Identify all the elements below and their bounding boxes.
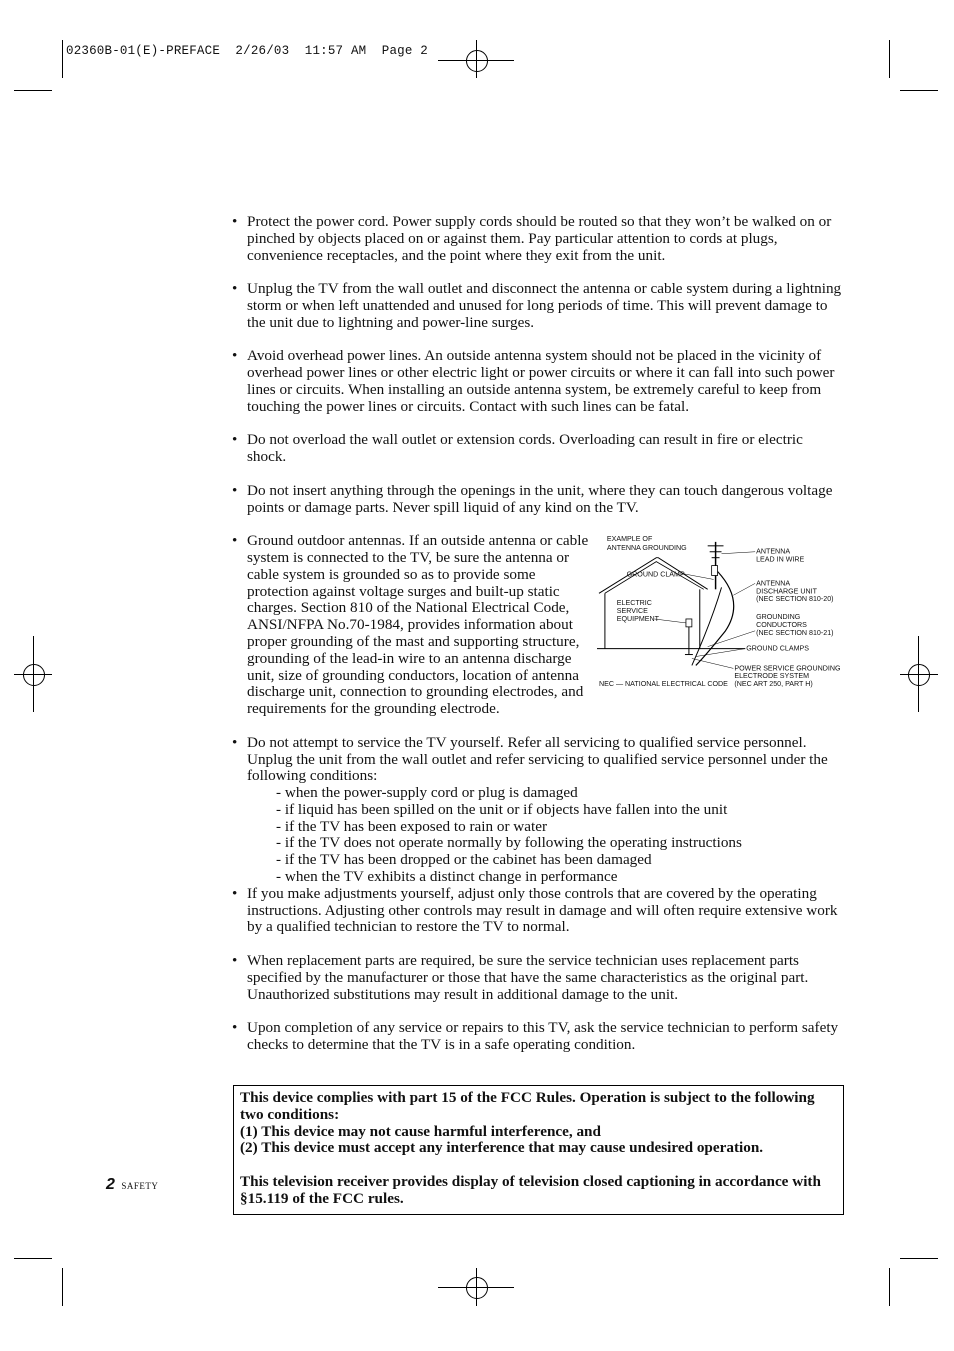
label-conductors: GROUNDING — [756, 613, 801, 622]
bullet-overload: • Do not overload the wall outlet or extension cords. Overloading can result in fire or electric shock. — [232, 431, 803, 466]
diagram-title: EXAMPLE OF — [606, 535, 653, 544]
bullet-service: • Do not attempt to service the TV yourself. Refer all servicing to qualified service personnel. Unplug the unit from the wall outlet and refer servicing to qualified service personnel under the following conditions: — [232, 733, 828, 785]
section-name: SAFETY — [121, 1181, 159, 1191]
bullet-ground-antennas: • Ground outdoor antennas. If an outside antenna or cable system is connected to the TV, be sure the antenna or cable system is grounded so as to provide some protection against voltage surges and built-up static charges. Section 810 of the National Electrical Code, ANSI/NFPA No.70-1984, provides information about proper grounding of the mast and supporting structure, grounding of the lead-in wire to an antenna discharge unit, size of grounding conductors, location of antenna discharge unit, connection to grounding electrodes, and requirements for the grounding electrode. — [232, 532, 589, 718]
label-discharge: DISCHARGE UNIT — [756, 587, 817, 596]
antenna-grounding-diagram — [597, 531, 844, 701]
label-discharge: ANTENNA — [756, 579, 791, 588]
label-ground-clamp: GROUND CLAMP — [626, 570, 685, 579]
label-electric: EQUIPMENT — [616, 615, 659, 624]
label-lead-in: LEAD IN WIRE — [756, 555, 805, 564]
label-power-service: (NEC ART 250, PART H) — [734, 680, 813, 689]
page-footer — [106, 1176, 158, 1194]
fcc-condition-2: (2) This device must accept any interference that may cause undesired operation. — [240, 1139, 764, 1157]
bullet-power-cord: • Protect the power cord. Power supply cords should be routed so that they won’t be walked on or pinched by objects placed on or against them. Pay particular attention to cords at plugs, convenience receptacles, and the point where they exit from the unit. — [232, 213, 832, 264]
label-conductors: CONDUCTORS — [756, 621, 807, 630]
bullet-adjustments: • If you make adjustments yourself, adjust only those controls that are covered by the operating instructions. Adjusting other controls may result in damage and will often require extensive work by a qualified technician to restore the TV to normal. — [232, 884, 838, 936]
condition-item: - when the TV exhibits a distinct change in performance — [276, 868, 618, 886]
printer-slug: 02360B-01(E)-PREFACE 2/26/03 11:57 AM Page 2 — [66, 44, 428, 58]
bullet-safety-check: • Upon completion of any service or repairs to this TV, ask the service technician to perform safety checks to determine that the TV is in a safe operating condition. — [232, 1019, 839, 1054]
bullet-openings: • Do not insert anything through the openings in the unit, where they can touch dangerous voltage points or damage parts. Never spill liquid of any kind on the TV. — [232, 481, 833, 516]
page-number: 2 — [106, 1176, 115, 1193]
diagram-title: ANTENNA GROUNDING — [606, 543, 687, 552]
condition-item: - if the TV has been dropped or the cabinet has been damaged — [276, 851, 652, 869]
bullet-power-lines: • Avoid overhead power lines. An outside antenna system should not be placed in the vicinity of overhead power lines or other electric light or power circuits or where it can fall into such power lines or circuits. When installing an outside antenna system, be extremely careful to keep from touching the power lines or circuits. Contact with such lines can be fatal. — [232, 347, 835, 415]
condition-item: - if the TV has been exposed to rain or water — [276, 817, 548, 835]
label-power-service: POWER SERVICE GROUNDING — [734, 664, 841, 673]
fcc-notice-box — [233, 1085, 844, 1215]
label-power-service: ELECTRODE SYSTEM — [734, 672, 809, 681]
label-discharge: (NEC SECTION 810-20) — [756, 595, 834, 604]
fcc-closed-captioning: This television receiver provides display of television closed captioning in accordance with §15.119 of the FCC rules. — [240, 1172, 821, 1207]
condition-item: - if the TV does not operate normally by following the operating instructions — [276, 834, 742, 852]
condition-item: - when the power-supply cord or plug is damaged — [276, 784, 578, 802]
label-lead-in: ANTENNA — [756, 547, 791, 556]
label-electric: SERVICE — [616, 607, 648, 616]
condition-item: - if liquid has been spilled on the unit or if objects have fallen into the unit — [276, 800, 728, 818]
label-electric: ELECTRIC — [616, 599, 652, 608]
fcc-condition-1: (1) This device may not cause harmful interference, and — [240, 1122, 601, 1140]
bullet-replacement-parts: • When replacement parts are required, be sure the service technician uses replacement parts specified by the manufacturer or those that have the same characteristics as the original part. Unauthorized substitutions may result in additional damage to the unit. — [232, 952, 809, 1003]
bullet-lightning: • Unplug the TV from the wall outlet and disconnect the antenna or cable system during a lightning storm or when left unattended and unused for long periods of time. This will prevent damage to the unit due to lightning and power-line surges. — [232, 280, 842, 331]
safety-content — [232, 214, 844, 1071]
label-ground-clamps: GROUND CLAMPS — [746, 644, 809, 653]
label-nec: NEC — NATIONAL ELECTRICAL CODE — [598, 680, 728, 689]
label-conductors: (NEC SECTION 810-21) — [756, 628, 834, 637]
service-conditions-list — [232, 785, 844, 886]
fcc-compliance: This device complies with part 15 of the FCC Rules. Operation is subject to the following two conditions: — [240, 1089, 815, 1123]
